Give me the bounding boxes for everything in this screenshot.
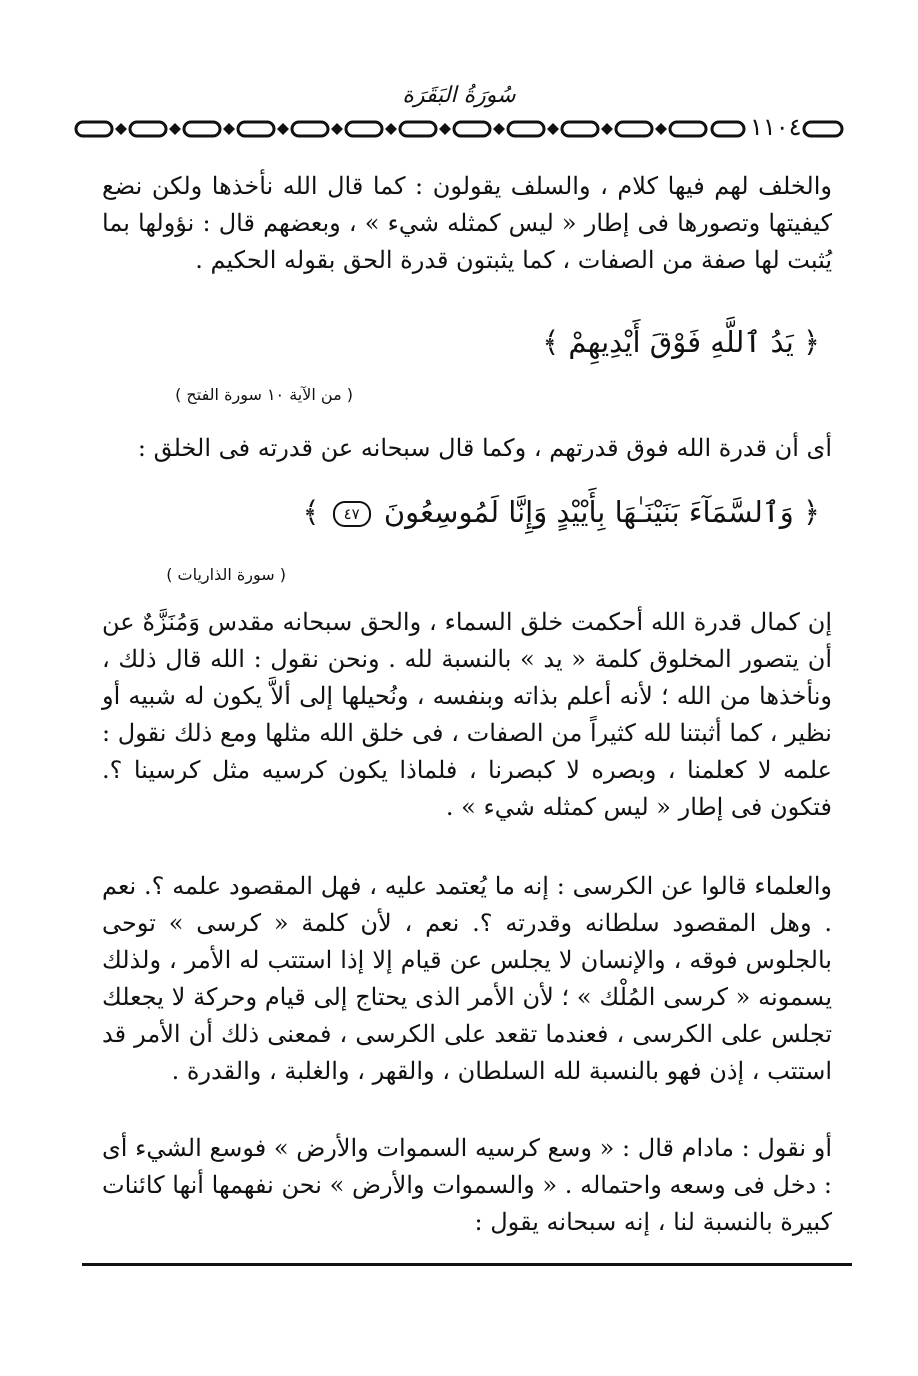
quran-verse-1: ﴿ يَدُ ٱللَّهِ فَوْقَ أَيْدِيهِمْ ﴾ — [542, 325, 820, 359]
verse-2-text: ﴿ وَٱلسَّمَآءَ بَنَيْنَـٰهَا بِأَيْيْدٍ وَإِنَّا لَمُوسِعُونَ — [383, 495, 820, 529]
verse-2-source: ( سورة الذاريات ) — [166, 565, 286, 584]
ornament-chain-icon — [72, 118, 748, 140]
page-number-ornament — [800, 118, 846, 140]
header-ornament-border — [72, 118, 748, 140]
quran-verse-2 — [100, 492, 820, 532]
verse-2-closing-bracket: ﴾ — [302, 495, 320, 529]
surah-title: سُورَةُ البَقَرَة — [402, 83, 516, 108]
page-number: ١١٠٤ — [750, 113, 802, 141]
paragraph-5: أو نقول : مادام قال : « وسع كرسيه السموات والأرض » فوسع الشيء أى : دخل فى وسعه واحتماله . « والسموات والأرض » نحن نفهمها أنها كائنات كبيرة بالنسبة لنا ، إنه سبحانه يقول : — [102, 1134, 832, 1236]
paragraph-2: أى أن قدرة الله فوق قدرتهم ، وكما قال سبحانه عن قدرته فى الخلق : — [137, 434, 832, 462]
footer-divider — [82, 1263, 852, 1266]
paragraph-4: والعلماء قالوا عن الكرسى : إنه ما يُعتمد عليه ، فهل المقصود علمه ؟. نعم . وهل المقصود سلطانه وقدرته ؟. نعم ، لأن كلمة « كرسى » توحى بالجلوس فوقه ، والإنسان لا يجلس عن قيام إلا إذا استتب له الأمر ، ولذلك يسمونه « كرسى المُلْك » ؛ لأن الأمر الذى يحتاج إلى قيام وحركة لا يجعلك تجلس على الكرسى ، فعندما تقعد على الكرسى ، فمعنى ذلك أن الأمر قد استتب ، إذن فهو بالنسبة لله السلطان ، والقهر ، والغلبة ، والقدرة . — [102, 872, 832, 1085]
ornament-link-icon — [800, 118, 846, 140]
verse-1-source: ( من الآية ١٠ سورة الفتح ) — [175, 385, 353, 404]
paragraph-3: إن كمال قدرة الله أحكمت خلق السماء ، والحق سبحانه مقدس وَمُنَزَّهٌ عن أن يتصور المخلوق كلمة « يد » بالنسبة لله . ونحن نقول : الله قال ذلك ، ونأخذها من الله ؛ لأنه أعلم بذاته وبنفسه ، ونُحيلها إلى ألاَّ يكون له شبيه أو نظير ، كما أثبتنا لله كثيراً من الصفات ، فى خلق الله مثلها ومع ذلك نقول : علمه لا كعلمنا ، وبصره لا كبصرنا ، فلماذا يكون كرسيه مثل كرسينا ؟. فتكون فى إطار « ليس كمثله شيء » . — [102, 608, 832, 821]
verse-number-badge: ٤٧ — [333, 501, 371, 527]
paragraph-1: والخلف لهم فيها كلام ، والسلف يقولون : كما قال الله نأخذها ولكن نضع كيفيتها وتصورها فى إطار « ليس كمثله شيء » ، وبعضهم قال : نؤولها بما يُثبت لها صفة من الصفات ، كما يثبتون قدرة الحق بقوله الحكيم . — [102, 172, 832, 274]
